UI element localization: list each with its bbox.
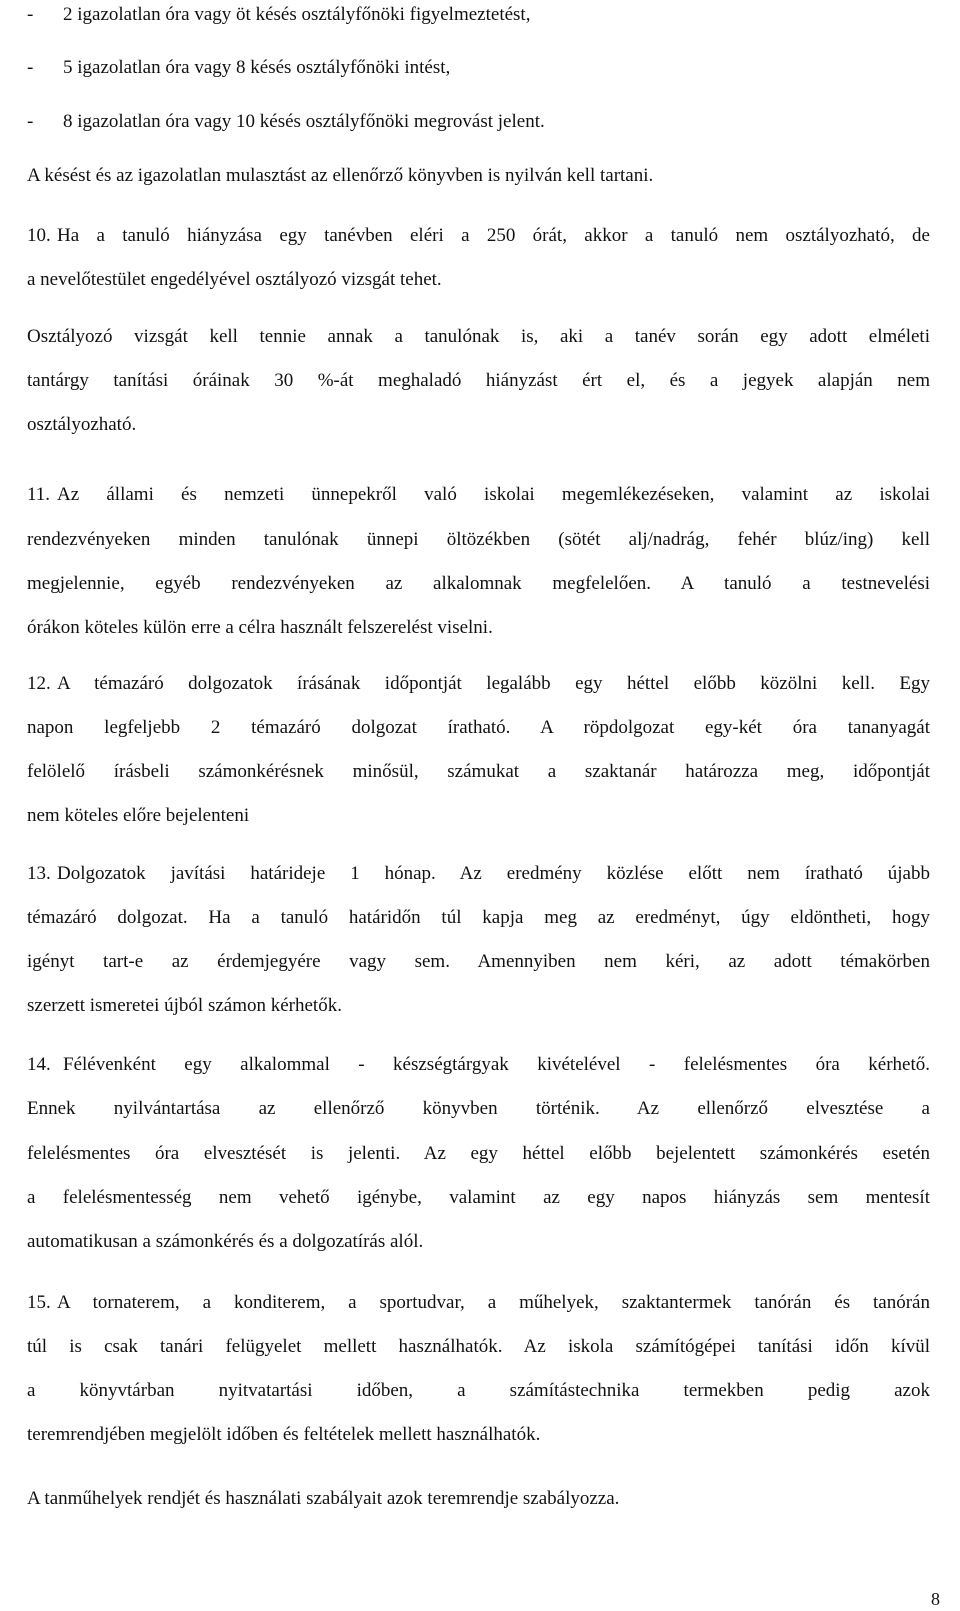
item-line: témazáró dolgozat. Ha a tanuló határidőn túl kapja meg az eredményt, úgy eldöntheti, hogy: [27, 907, 930, 928]
item-number: 12.: [27, 673, 51, 694]
item-line: Ha a tanuló hiányzása egy tanévben eléri a 250 órát, akkor a tanuló nem osztályozható, de: [57, 225, 930, 246]
item-line: megjelennie, egyéb rendezvényeken az alkalomnak megfelelően. A tanuló a testnevelési: [27, 573, 930, 594]
item-line: igényt tart-e az érdemjegyére vagy sem. Amennyiben nem kéri, az adott témakörben: [27, 951, 930, 972]
bullet-text: 2 igazolatlan óra vagy öt késés osztályfőnöki figyelmeztetést,: [63, 4, 531, 25]
item-number: 11.: [27, 484, 51, 505]
item-line: szerzett ismeretei újból számon kérhetők.: [27, 995, 342, 1016]
item-line: a nevelőtestület engedélyével osztályozó vizsgát tehet.: [27, 269, 442, 290]
bullet-dash: -: [27, 4, 34, 25]
item-line: felelésmentes óra elvesztését is jelenti. Az egy héttel előbb bejelentett számonkérés esetén: [27, 1143, 930, 1164]
item-number: 13.: [27, 863, 51, 884]
item-number: 10.: [27, 225, 51, 246]
bullet-text: 8 igazolatlan óra vagy 10 késés osztályfőnöki megrovást jelent.: [63, 111, 545, 132]
item-line: Dolgozatok javítási határideje 1 hónap. Az eredmény közlése előtt nem íratható újabb: [57, 863, 930, 884]
item-line: osztályozható.: [27, 414, 137, 435]
item-line: napon legfeljebb 2 témazáró dolgozat íratható. A röpdolgozat egy-két óra tananyagát: [27, 717, 930, 738]
item-line: Félévenként egy alkalommal - készségtárgyak kivételével - felelésmentes óra kérhető.: [63, 1054, 930, 1075]
item-number: 15.: [27, 1292, 51, 1313]
item-line: A tornaterem, a konditerem, a sportudvar, a műhelyek, szaktantermek tanórán és tanórán: [57, 1292, 930, 1313]
item-line: nem köteles előre bejelenteni: [27, 805, 250, 826]
item-line: automatikusan a számonkérés és a dolgozatírás alól.: [27, 1231, 424, 1252]
item-line: felölelő írásbeli számonkérésnek minősül, számukat a szaktanár határozza meg, időpontját: [27, 761, 930, 782]
item-line: túl is csak tanári felügyelet mellett használhatók. Az iskola számítógépei tanítási időn kívül: [27, 1336, 930, 1357]
item-line: a felelésmentesség nem vehető igénybe, valamint az egy napos hiányzás sem mentesít: [27, 1187, 930, 1208]
item-line: teremrendjében megjelölt időben és feltételek mellett használhatók.: [27, 1424, 541, 1445]
bullet-text: 5 igazolatlan óra vagy 8 késés osztályfőnöki intést,: [63, 57, 451, 78]
item-line: órákon köteles külön erre a célra használt felszerelést viselni.: [27, 617, 493, 638]
item-number: 14.: [27, 1054, 51, 1075]
item-line: Az állami és nemzeti ünnepekről való iskolai megemlékezéseken, valamint az iskolai: [57, 484, 930, 505]
bullet-dash: -: [27, 111, 34, 132]
bullet-dash: -: [27, 57, 34, 78]
item-line: tantárgy tanítási óráinak 30 %-át meghaladó hiányzást ért el, és a jegyek alapján nem: [27, 370, 930, 391]
closing-line: A tanműhelyek rendjét és használati szabályait azok teremrendje szabályozza.: [27, 1488, 620, 1509]
intro-line: A késést és az igazolatlan mulasztást az ellenőrző könyvben is nyilván kell tartani.: [27, 165, 654, 186]
page-number: 8: [931, 1589, 940, 1609]
item-line: a könyvtárban nyitvatartási időben, a számítástechnika termekben pedig azok: [27, 1380, 930, 1401]
item-line: Osztályozó vizsgát kell tennie annak a tanulónak is, aki a tanév során egy adott elméleti: [27, 326, 930, 347]
item-line: A témazáró dolgozatok írásának időpontját legalább egy héttel előbb közölni kell. Egy: [57, 673, 930, 694]
item-line: Ennek nyilvántartása az ellenőrző könyvben történik. Az ellenőrző elvesztése a: [27, 1098, 930, 1119]
item-line: rendezvényeken minden tanulónak ünnepi öltözékben (sötét alj/nadrág, fehér blúz/ing) kell: [27, 529, 930, 550]
